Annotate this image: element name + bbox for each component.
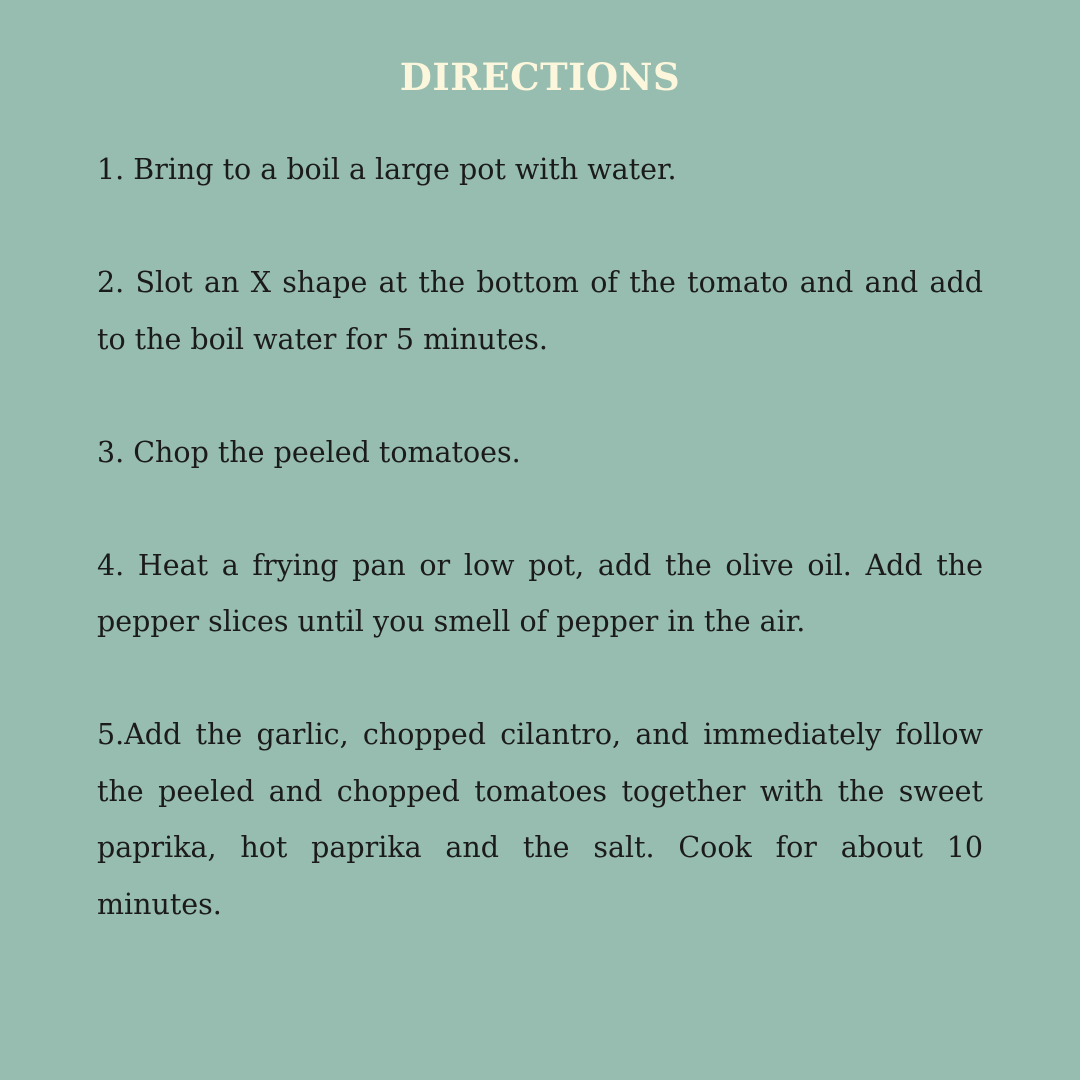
direction-step-5: 5.Add the garlic, chopped cilantro, and immediately follow the peeled and chopped tomatoes together with the sweet paprika, hot paprika and the salt. Cook for about 10 minutes. [97,718,983,921]
direction-step-1: 1. Bring to a boil a large pot with water. [97,153,677,186]
direction-step-4: 4. Heat a frying pan or low pot, add the olive oil. Add the pepper slices until you smell of pepper in the air. [97,548,983,638]
direction-step-2: 2. Slot an X shape at the bottom of the tomato and and add to the boil water for 5 minutes. [97,266,983,356]
page-title: DIRECTIONS [399,55,681,99]
directions-list [97,142,983,933]
direction-step-3: 3. Chop the peeled tomatoes. [97,435,521,469]
